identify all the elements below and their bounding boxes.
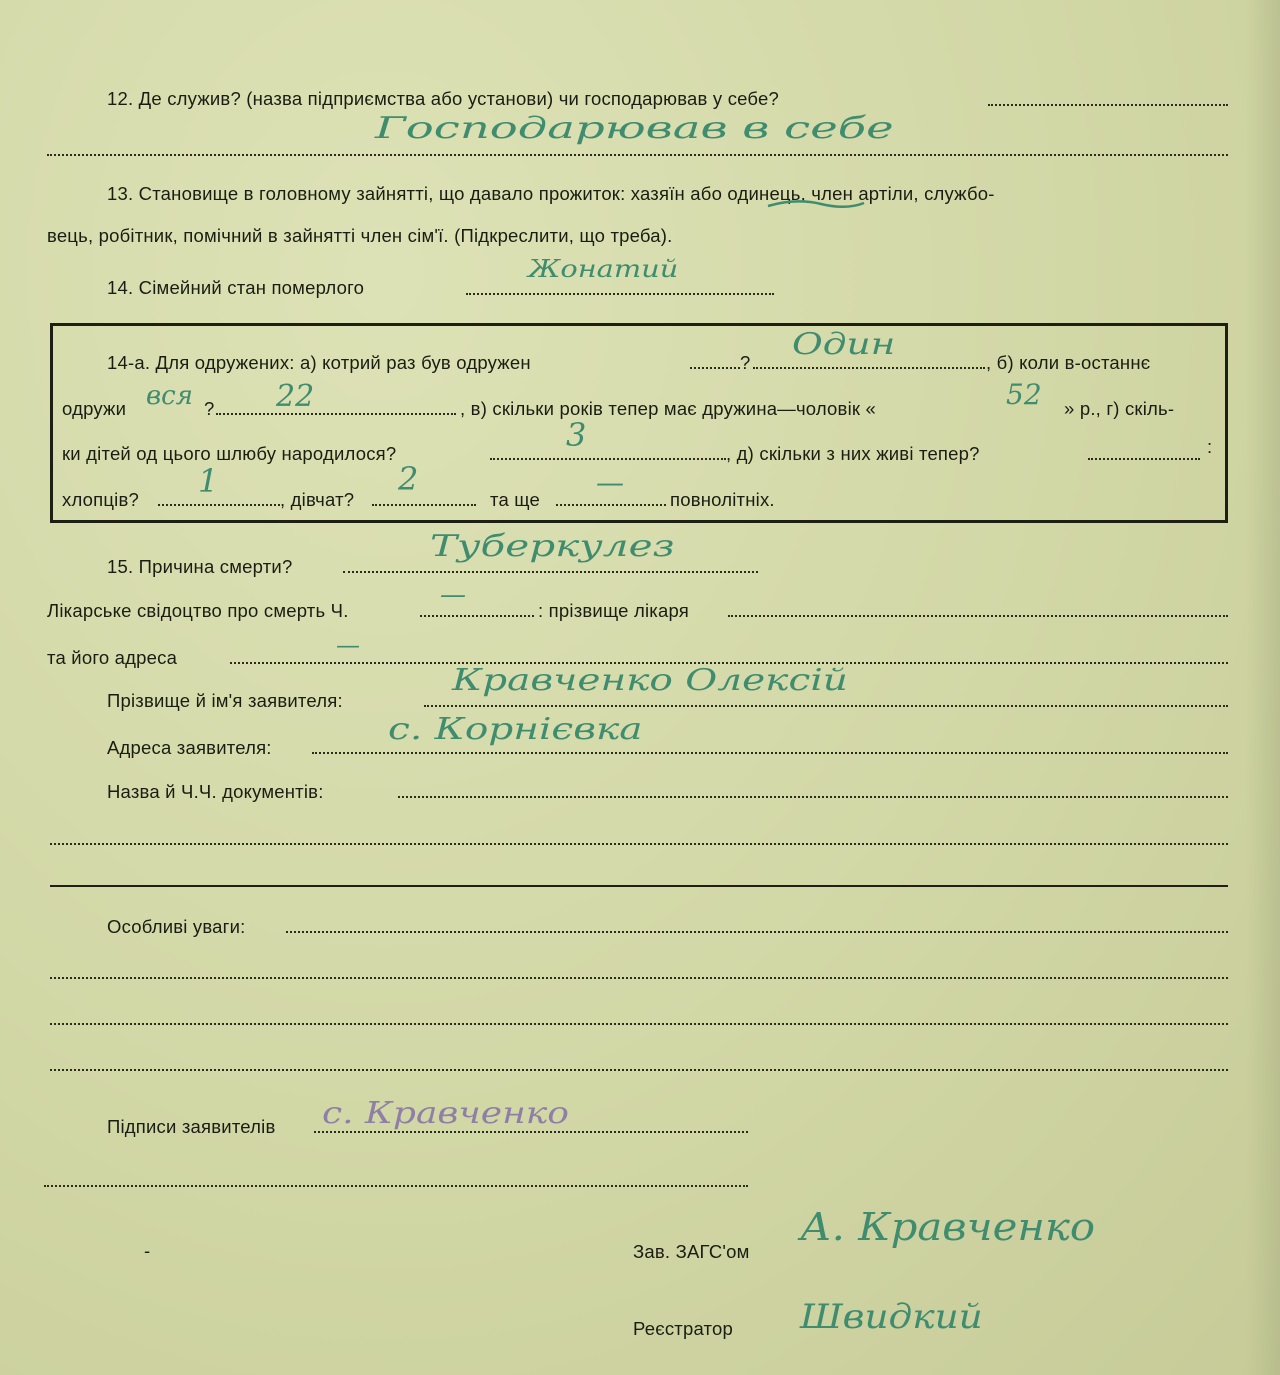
notes-dotted-line-4 (50, 1069, 1228, 1071)
item14a-colon: : (1207, 436, 1213, 457)
item14a-dots-4 (490, 458, 726, 460)
item14a-row4-a: хлопців? (62, 489, 139, 510)
item14-dotted-line (466, 293, 774, 295)
item13-line1: 13. Становище в головному зайнятті, що давало прожиток: хазяїн або одинець, член артіли, службо- (107, 183, 995, 204)
item14a-dots-7 (372, 504, 476, 506)
item14a-row1-b: , б) коли в-останнє (986, 352, 1151, 373)
zags-head-signature: А. Кравченко (800, 1205, 1095, 1249)
item14a-row4-d: повнолітніх. (670, 489, 775, 510)
item14a-dots-6 (158, 504, 280, 506)
item15-dotted-line (343, 571, 758, 573)
item14a-dots-5 (1088, 458, 1200, 460)
item14a-dots-8 (556, 504, 666, 506)
item14a-answer-a: Один (792, 327, 896, 362)
applicants-sign-dotted-line-2 (44, 1185, 748, 1187)
item14a-answer-wife-age: 52 (1006, 378, 1042, 411)
registrar-signature: Швидкий (800, 1297, 983, 1337)
item14a-answer-girls: 2 (398, 460, 419, 498)
applicant-name-label: Прізвище й ім'я заявителя: (107, 690, 343, 711)
medical-dotted-line-1 (420, 615, 534, 617)
notes-dotted-line-3 (50, 1023, 1228, 1025)
applicant-name-answer: Кравченко Олексій (452, 663, 848, 698)
applicants-sign-dotted-line (314, 1131, 748, 1133)
item14a-dots-2 (753, 367, 985, 369)
medical-label: Лікарське свідоцтво про смерть Ч. (47, 600, 349, 621)
item14a-dots-3 (216, 413, 456, 415)
section-divider (50, 885, 1228, 887)
item14a-row3-a: ки дітей од цього шлюбу народилося? (62, 443, 397, 464)
item14a-row3-b: , д) скільки з них живі тепер? (726, 443, 980, 464)
applicant-address-answer: с. Корнієвка (388, 712, 643, 747)
item14a-answer-married: вся (146, 381, 193, 411)
item12-answer: Господарював в себе (375, 111, 894, 146)
item12-dotted-line-2 (47, 154, 1228, 156)
medical-address-label: та його адреса (47, 647, 178, 668)
applicant-address-dotted-line (312, 752, 1228, 754)
item14a-answer-b: 22 (276, 379, 315, 414)
item14a-dots-1 (690, 367, 740, 369)
item14-label: 14. Сімейний стан померлого (107, 277, 365, 298)
item14-answer: Жонатий (528, 255, 679, 283)
item14a-row2-c: » р., г) скіль- (1064, 398, 1175, 419)
item12-dotted-line (988, 104, 1228, 106)
applicant-name-dotted-line (424, 705, 1228, 707)
medical-answer: — (440, 580, 466, 610)
item14a-q2: ? (204, 398, 215, 419)
item14a-row1-a: 14-а. Для одружених: а) котрий раз був одружен (107, 352, 531, 373)
page-edge-shadow (1246, 0, 1280, 1375)
zags-head-label: Зав. ЗАГС'ом (633, 1241, 750, 1262)
applicant-docs-label: Назва й Ч.Ч. документів: (107, 781, 324, 802)
item14a-answer-more: — (596, 466, 624, 499)
notes-label: Особливі уваги: (107, 916, 246, 937)
notes-dotted-line-1 (286, 931, 1228, 933)
registrar-label: Реєстратор (633, 1318, 733, 1339)
item14a-q1: ? (740, 352, 751, 373)
item14a-row2-b: , в) скільки років тепер має дружина—чоловік « (460, 398, 877, 419)
notes-dotted-line-2 (50, 977, 1228, 979)
applicants-sign-answer: с. Кравченко (322, 1096, 569, 1131)
applicant-docs-dotted-line (398, 796, 1228, 798)
applicant-address-label: Адреса заявителя: (107, 737, 272, 758)
item13-underline-mark (766, 194, 866, 214)
medical-doctor-label: : прізвище лікаря (538, 600, 689, 621)
medical-dotted-line-2 (728, 615, 1228, 617)
applicant-docs-dotted-line-2 (50, 843, 1228, 845)
item12-label: 12. Де служив? (назва підприємства або установи) чи господарював у себе? (107, 88, 779, 109)
item14a-answer-children: 3 (566, 416, 587, 454)
item14a-row4-b: , дівчат? (280, 489, 355, 510)
item13-line2: вець, робітник, помічний в зайнятті член сім'ї. (Підкреслити, що треба). (47, 225, 673, 246)
item14a-row4-c: та ще (490, 489, 540, 510)
dash-mark: - (144, 1240, 151, 1261)
item14a-row2-a: одружи (62, 398, 127, 419)
medical-address-answer: — (336, 631, 360, 659)
item15-answer: Туберкулез (430, 529, 675, 564)
item15-label: 15. Причина смерти? (107, 556, 293, 577)
item14a-answer-boys: 1 (198, 462, 219, 500)
applicants-sign-label: Підписи заявителів (107, 1116, 276, 1137)
